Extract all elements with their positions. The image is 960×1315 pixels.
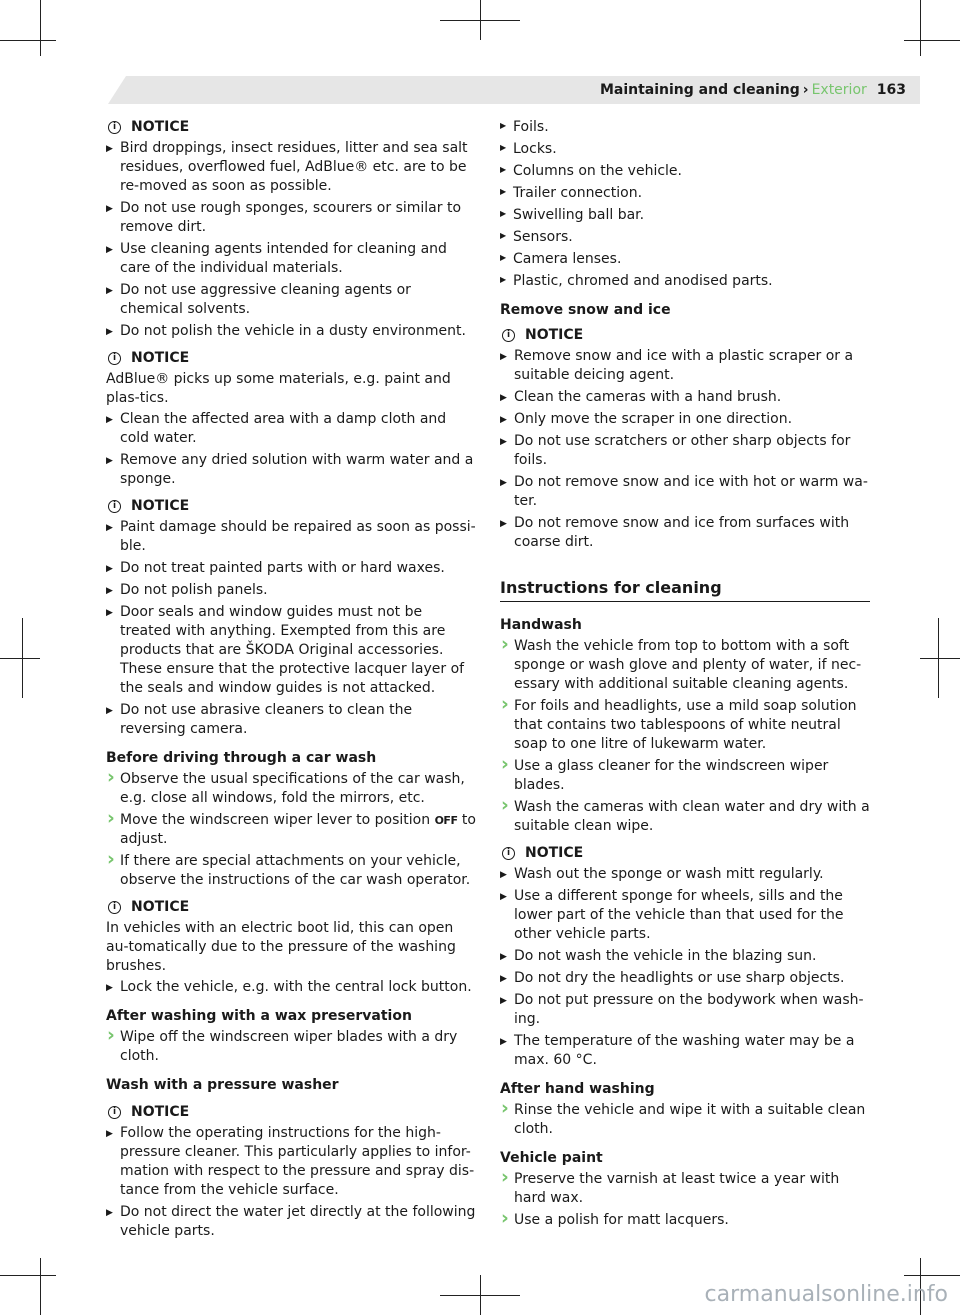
page-number: 163: [876, 82, 906, 98]
header-chapter: Maintaining and cleaning: [599, 82, 800, 98]
instruction-item: › Move the windscreen wiper lever to position OFF to adjust.: [106, 811, 476, 849]
notice-item: ▶ Do not put pressure on the bodywork when wash-ing.: [500, 991, 870, 1029]
notice-item: ▶ Do not use abrasive cleaners to clean the reversing camera.: [106, 701, 476, 739]
vehicle-part-item: ▶ Locks.: [500, 140, 870, 159]
right-column: [500, 118, 870, 1233]
notice-item: ▶ Only move the scraper in one direction.: [500, 410, 870, 429]
breadcrumb-separator: ›: [802, 82, 809, 98]
notice-item: ▶ Bird droppings, insect residues, litter and sea salt residues, overflowed fuel, AdBlue® etc. are to be re-moved as soon as possible.: [106, 139, 476, 196]
subheading: Before driving through a car wash: [106, 750, 377, 766]
subheading: Wash with a pressure washer: [106, 1077, 339, 1093]
notice-item: ▶ The temperature of the washing water may be a max. 60 °C.: [500, 1032, 870, 1070]
vehicle-part-item: ▶ Trailer connection.: [500, 184, 870, 203]
notice-item: ▶ Clean the affected area with a damp cloth and cold water.: [106, 410, 476, 448]
notice-item: ▶ Lock the vehicle, e.g. with the central lock button.: [106, 978, 476, 997]
instruction-item: › Use a polish for matt lacquers.: [500, 1211, 870, 1230]
notice-item: ▶ Use cleaning agents intended for cleaning and care of the individual materials.: [106, 240, 476, 278]
instruction-item: › If there are special attachments on your vehicle, observe the instructions of the car wash operator.: [106, 852, 476, 890]
notice-item: ▶ Door seals and window guides must not be treated with anything. Exempted from this are products that are ŠKODA Original accessories. These ensure that the protective lacquer layer of the seals and window guides is not attacked.: [106, 603, 476, 698]
wiper-off-position-icon: OFF: [434, 814, 458, 827]
notice-heading: i NOTICE: [500, 844, 870, 863]
notice-item: ▶ Clean the cameras with a hand brush.: [500, 388, 870, 407]
info-icon: i: [108, 1106, 121, 1119]
vehicle-part-item: ▶ Sensors.: [500, 228, 870, 247]
notice-text: In vehicles with an electric boot lid, this can open au-tomatically due to the pressure of the washing brushes.: [106, 920, 456, 974]
notice-item: ▶ Do not treat painted parts with or hard waxes.: [106, 559, 476, 578]
instruction-item: › Preserve the varnish at least twice a year with hard wax.: [500, 1170, 870, 1208]
notice-item: ▶ Do not use aggressive cleaning agents or chemical solvents.: [106, 281, 476, 319]
notice-heading: i NOTICE: [106, 1103, 476, 1122]
watermark: carmanualsonline.info: [704, 1282, 948, 1307]
subheading: Handwash: [500, 617, 582, 633]
vehicle-part-item: ▶ Swivelling ball bar.: [500, 206, 870, 225]
notice-item: ▶ Do not polish the vehicle in a dusty environment.: [106, 322, 476, 341]
subheading: After washing with a wax preservation: [106, 1008, 412, 1024]
info-icon: i: [108, 121, 121, 134]
info-icon: i: [108, 500, 121, 513]
notice-text: AdBlue® picks up some materials, e.g. paint and plas-tics.: [106, 371, 451, 406]
notice-item: ▶ Do not remove snow and ice with hot or warm wa-ter.: [500, 473, 870, 511]
notice-item: ▶ Wash out the sponge or wash mitt regularly.: [500, 865, 870, 884]
section-title: Instructions for cleaning: [500, 578, 870, 602]
instruction-item: › Wipe off the windscreen wiper blades with a dry cloth.: [106, 1028, 476, 1066]
subheading: After hand washing: [500, 1081, 655, 1097]
vehicle-part-item: ▶ Plastic, chromed and anodised parts.: [500, 272, 870, 291]
notice-item: ▶ Remove snow and ice with a plastic scraper or a suitable deicing agent.: [500, 347, 870, 385]
left-column: [106, 118, 476, 1244]
notice-item: ▶ Do not remove snow and ice from surfaces with coarse dirt.: [500, 514, 870, 552]
info-icon: i: [502, 847, 515, 860]
notice-heading: i NOTICE: [106, 349, 476, 368]
vehicle-part-item: ▶ Camera lenses.: [500, 250, 870, 269]
instruction-item: › Wash the vehicle from top to bottom with a soft sponge or wash glove and plenty of water, if nec-essary with additional suitable cleaning agents.: [500, 637, 870, 694]
notice-heading: i NOTICE: [106, 118, 476, 137]
instruction-item: › Observe the usual specifications of the car wash, e.g. close all windows, fold the mirrors, etc.: [106, 770, 476, 808]
header-section: Exterior: [811, 82, 867, 98]
info-icon: i: [108, 901, 121, 914]
notice-item: ▶ Do not direct the water jet directly at the following vehicle parts.: [106, 1203, 476, 1241]
notice-heading: i NOTICE: [106, 497, 476, 516]
instruction-item: › Use a glass cleaner for the windscreen wiper blades.: [500, 757, 870, 795]
info-icon: i: [502, 329, 515, 342]
notice-item: ▶ Do not wash the vehicle in the blazing sun.: [500, 947, 870, 966]
subheading: Vehicle paint: [500, 1150, 603, 1166]
instruction-item: › For foils and headlights, use a mild soap solution that contains two tablespoons of white neutral soap to one litre of lukewarm water.: [500, 697, 870, 754]
notice-item: ▶ Remove any dried solution with warm water and a sponge.: [106, 451, 476, 489]
instruction-item: › Rinse the vehicle and wipe it with a suitable clean cloth.: [500, 1101, 870, 1139]
instruction-item: › Wash the cameras with clean water and dry with a suitable clean wipe.: [500, 798, 870, 836]
header-breadcrumb: [600, 80, 906, 100]
notice-item: ▶ Paint damage should be repaired as soon as possi-ble.: [106, 518, 476, 556]
notice-item: ▶ Do not use scratchers or other sharp objects for foils.: [500, 432, 870, 470]
notice-item: ▶ Follow the operating instructions for the high-pressure cleaner. This particularly applies to infor-mation with respect to the pressure and spray dis-tance from the vehicle surface.: [106, 1124, 476, 1200]
notice-item: ▶ Use a different sponge for wheels, sills and the lower part of the vehicle than that used for the other vehicle parts.: [500, 887, 870, 944]
vehicle-part-item: ▶ Foils.: [500, 118, 870, 137]
vehicle-part-item: ▶ Columns on the vehicle.: [500, 162, 870, 181]
notice-item: ▶ Do not dry the headlights or use sharp objects.: [500, 969, 870, 988]
info-icon: i: [108, 352, 121, 365]
notice-item: ▶ Do not polish panels.: [106, 581, 476, 600]
subheading: Remove snow and ice: [500, 302, 671, 318]
notice-heading: i NOTICE: [106, 898, 476, 917]
notice-heading: i NOTICE: [500, 326, 870, 345]
notice-item: ▶ Do not use rough sponges, scourers or similar to remove dirt.: [106, 199, 476, 237]
